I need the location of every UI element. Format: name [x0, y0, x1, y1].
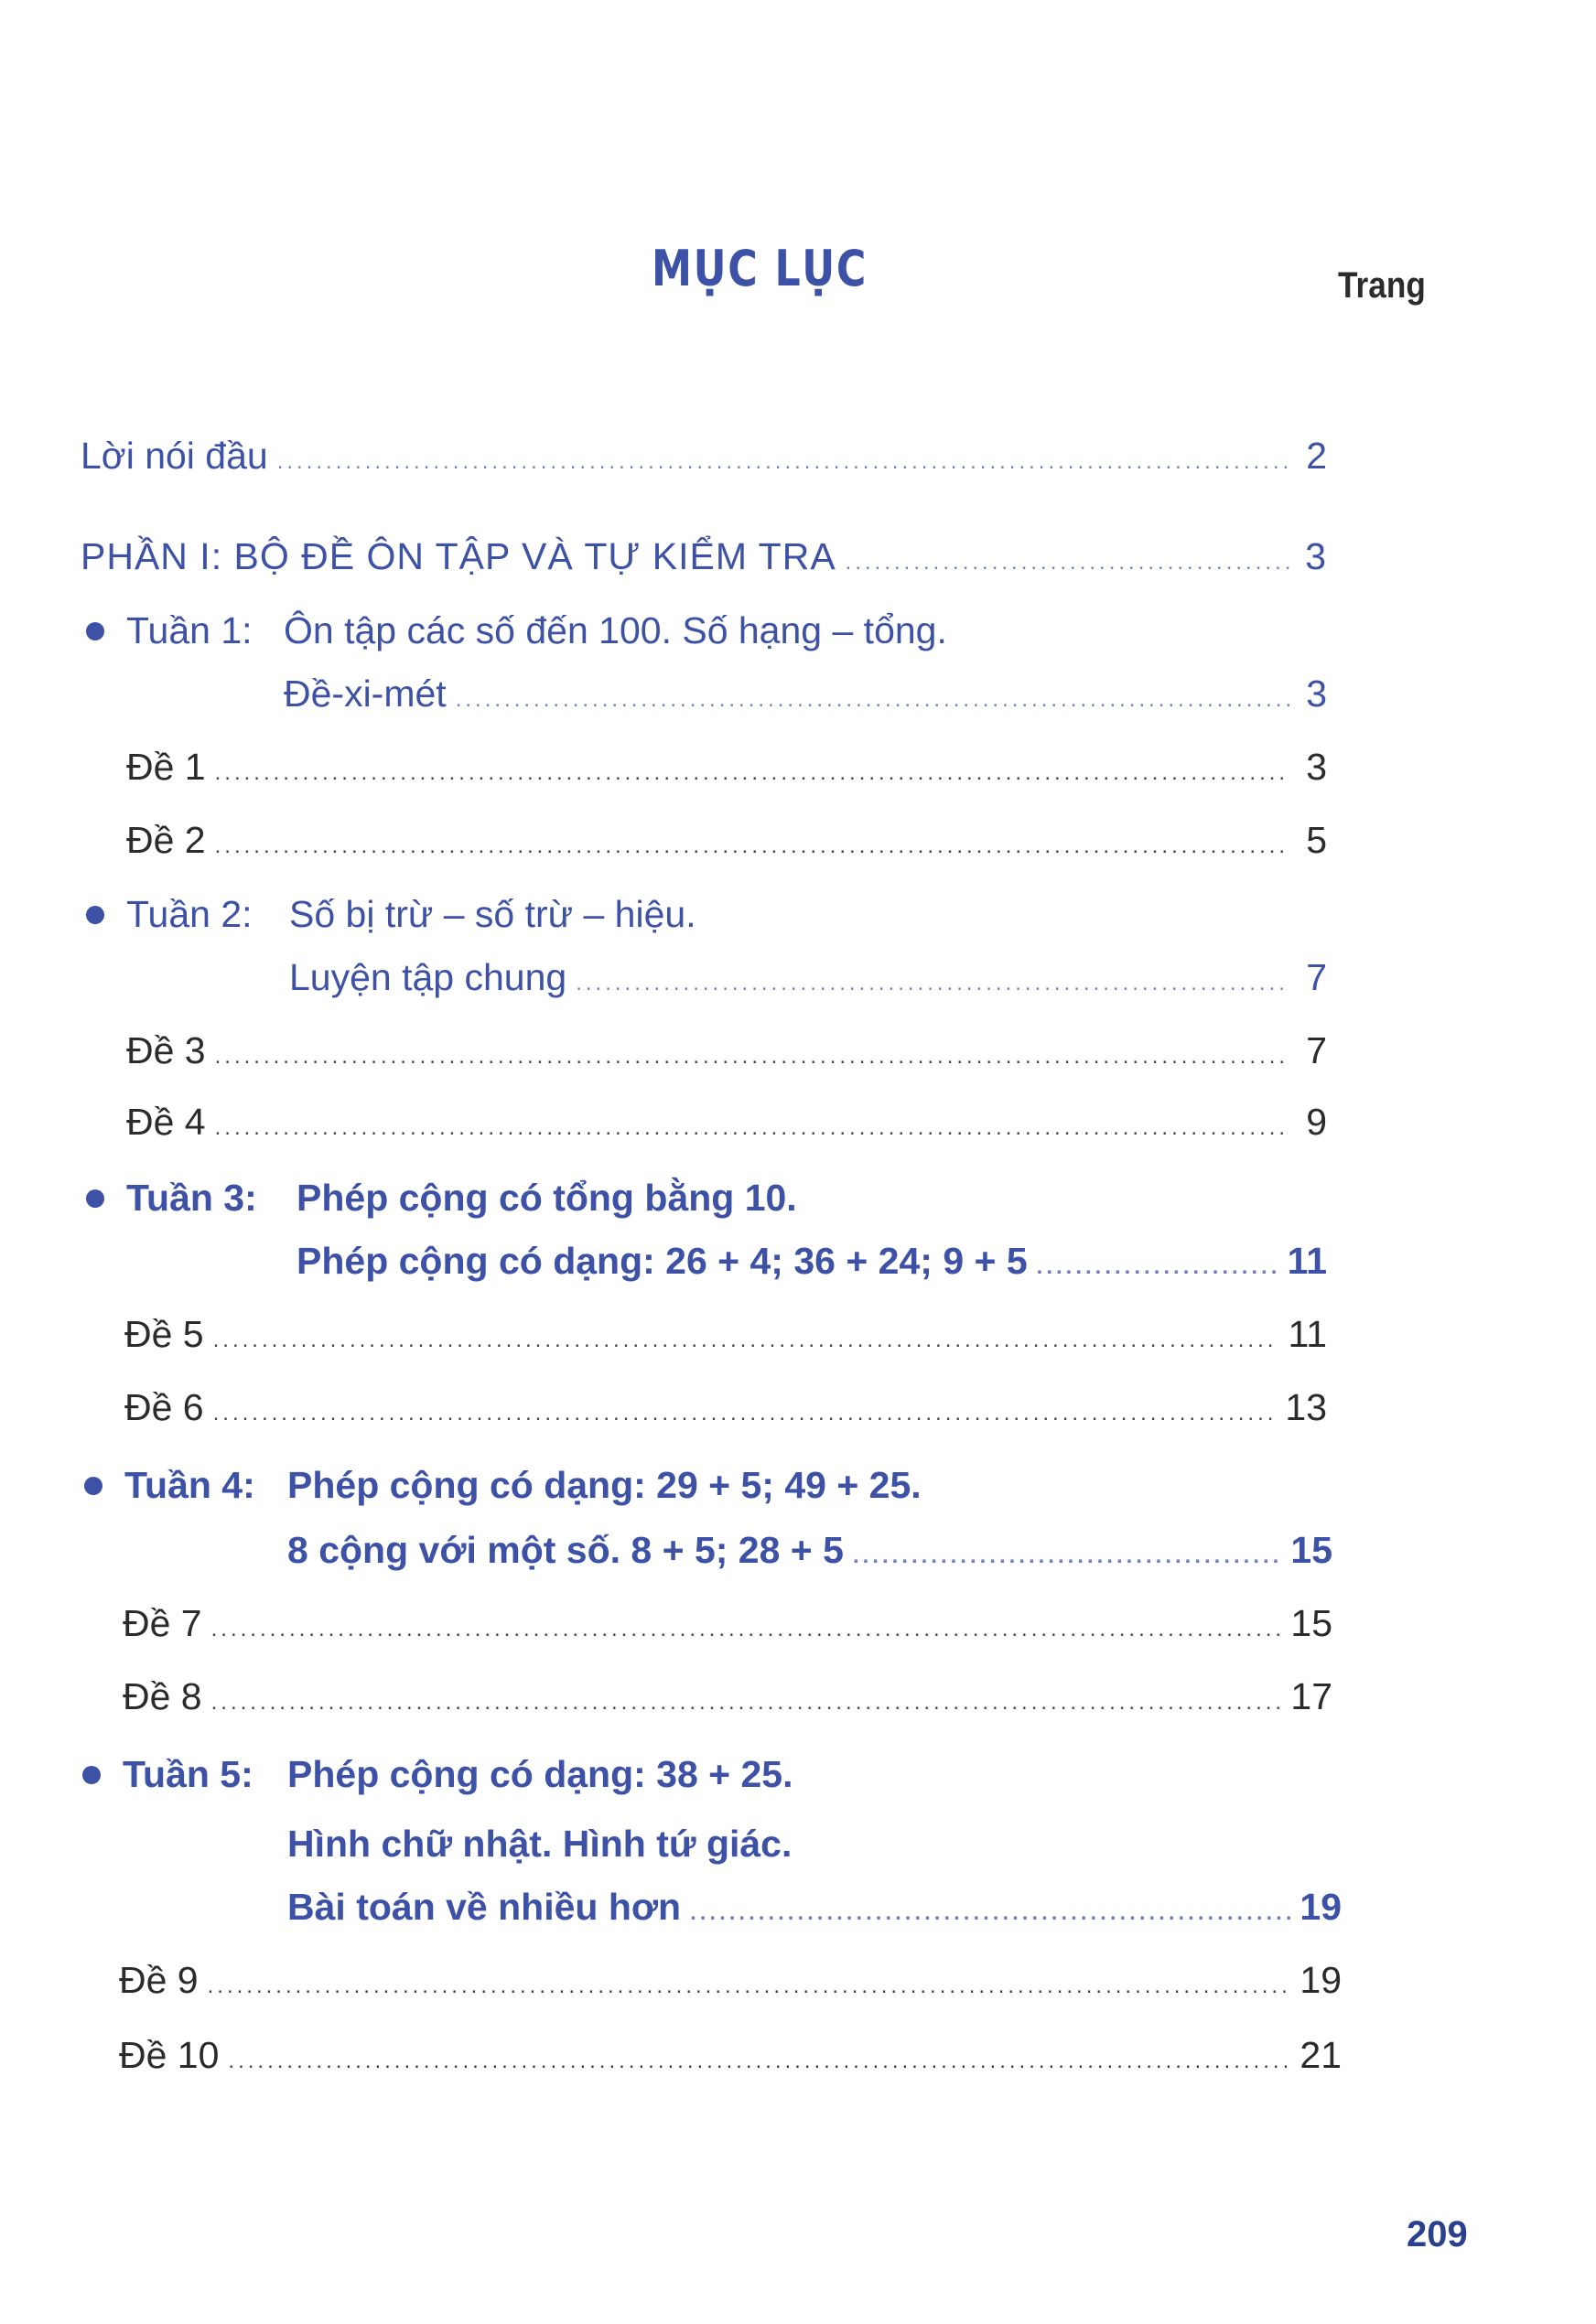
toc-entry-label: Đề-xi-mét: [284, 672, 447, 715]
dot-leader: [211, 1692, 1282, 1714]
bullet-icon: [84, 1477, 102, 1495]
week-5-topic-line-2: [287, 1823, 792, 1866]
toc-entry-label: Lời nói đầu: [81, 435, 268, 477]
toc-entry-label: Đề 4: [126, 1101, 206, 1143]
bullet-icon: [82, 1766, 101, 1784]
dot-leader: [213, 1329, 1279, 1351]
toc-entry-page: 11: [1288, 1313, 1327, 1355]
page-number: 209: [1407, 2214, 1468, 2254]
dot-leader: [576, 973, 1290, 995]
toc-entry-page: 3: [1305, 535, 1327, 577]
dot-leader: [456, 689, 1290, 711]
toc-entry-label: 8 cộng với một số. 8 + 5; 28 + 5: [287, 1529, 844, 1571]
toc-entry-label: Luyện tập chung: [289, 956, 567, 998]
toc-entry-test[interactable]: [123, 1602, 1332, 1644]
dot-leader: [215, 1117, 1290, 1139]
toc-entry-page: 17: [1290, 1675, 1332, 1717]
week-1-heading[interactable]: [126, 609, 947, 652]
toc-entry-page: 2: [1306, 435, 1327, 477]
toc-entry-page: 11: [1287, 1240, 1327, 1282]
dot-leader: [228, 2050, 1290, 2072]
toc-entry-page: 7: [1306, 956, 1327, 998]
toc-entry-label: Đề 3: [126, 1029, 206, 1071]
dot-leader: [215, 1046, 1290, 1068]
toc-entry-intro[interactable]: [81, 437, 1327, 475]
toc-entry-week-2[interactable]: [289, 956, 1327, 998]
toc-entry-page: 3: [1306, 672, 1327, 715]
toc-entry-page: 19: [1299, 1886, 1342, 1928]
toc-entry-test[interactable]: [126, 1103, 1327, 1141]
toc-entry-test[interactable]: [126, 819, 1327, 861]
toc-entry-test[interactable]: [123, 1675, 1332, 1717]
dot-leader: [208, 1975, 1291, 1997]
dot-leader: [846, 552, 1290, 574]
week-label: Tuần 1:: [126, 609, 253, 651]
toc-entry-test[interactable]: [126, 1029, 1327, 1071]
toc-entry-page: 7: [1306, 1029, 1327, 1071]
toc-entry-label: Đề 8: [123, 1675, 202, 1717]
dot-leader: [1037, 1256, 1278, 1278]
bullet-icon: [86, 622, 104, 640]
toc-entry-page: 5: [1306, 819, 1327, 861]
week-label: Tuần 5:: [123, 1753, 253, 1795]
toc-entry-page: 15: [1290, 1529, 1332, 1571]
dot-leader: [213, 1403, 1277, 1425]
bullet-icon: [86, 1189, 104, 1208]
toc-entry-test[interactable]: [119, 1959, 1342, 2001]
toc-entry-label: Đề 1: [126, 746, 206, 788]
toc-entry-test[interactable]: [126, 748, 1327, 786]
toc-entry-part1[interactable]: [81, 535, 1327, 577]
toc-entry-week-1[interactable]: [284, 672, 1327, 715]
week-4-heading[interactable]: [124, 1464, 922, 1507]
toc-entry-label: PHẦN I: BỘ ĐỀ ÔN TẬP VÀ TỰ KIỂM TRA: [81, 535, 836, 577]
toc-entry-week-5[interactable]: [287, 1888, 1342, 1926]
toc-entry-page: 15: [1290, 1602, 1332, 1644]
toc-entry-label: Phép cộng có dạng: 26 + 4; 36 + 24; 9 + 5: [297, 1240, 1028, 1282]
week-label: Tuần 3:: [126, 1177, 257, 1219]
toc-entry-label: Đề 6: [124, 1386, 204, 1428]
dot-leader: [690, 1902, 1290, 1924]
toc-entry-test[interactable]: [124, 1386, 1327, 1428]
dot-leader: [215, 835, 1290, 857]
week-label: Tuần 2:: [126, 893, 253, 935]
toc-entry-label: Đề 2: [126, 819, 206, 861]
week-topic: Phép cộng có dạng: 29 + 5; 49 + 25.: [287, 1464, 922, 1506]
toc-entry-page: 3: [1306, 746, 1327, 788]
week-3-heading[interactable]: [126, 1177, 797, 1220]
toc-entry-label: Đề 5: [124, 1313, 204, 1355]
week-topic: Hình chữ nhật. Hình tứ giác.: [287, 1823, 793, 1865]
week-topic: Phép cộng có dạng: 38 + 25.: [287, 1753, 793, 1795]
week-5-heading[interactable]: [123, 1753, 793, 1796]
page-column-label: Trang: [1338, 265, 1426, 306]
toc-entry-label: Đề 9: [119, 1959, 199, 2001]
week-2-heading[interactable]: [126, 893, 696, 936]
bullet-icon: [86, 906, 104, 924]
toc-entry-week-4[interactable]: [287, 1529, 1332, 1571]
toc-entry-page: 9: [1306, 1101, 1327, 1143]
toc-entry-page: 19: [1299, 1959, 1342, 2001]
dot-leader: [215, 762, 1290, 784]
dot-leader: [853, 1545, 1281, 1567]
toc-entry-test[interactable]: [119, 2034, 1342, 2076]
toc-entry-label: Đề 7: [123, 1602, 202, 1644]
toc-entry-test[interactable]: [124, 1313, 1327, 1355]
dot-leader: [211, 1619, 1282, 1641]
page-title: MỤC LỤC: [651, 240, 868, 297]
dot-leader: [277, 451, 1290, 473]
toc-entry-page: 21: [1299, 2034, 1342, 2076]
week-topic: Số bị trừ – số trừ – hiệu.: [289, 893, 696, 935]
week-topic: Phép cộng có tổng bằng 10.: [297, 1177, 797, 1219]
week-label: Tuần 4:: [124, 1464, 255, 1506]
toc-entry-label: Bài toán về nhiều hơn: [287, 1886, 682, 1928]
toc-entry-label: Đề 10: [119, 2034, 220, 2076]
toc-entry-page: 13: [1285, 1386, 1327, 1428]
toc-entry-week-3[interactable]: [297, 1240, 1327, 1282]
week-topic: Ôn tập các số đến 100. Số hạng – tổng.: [284, 609, 947, 651]
